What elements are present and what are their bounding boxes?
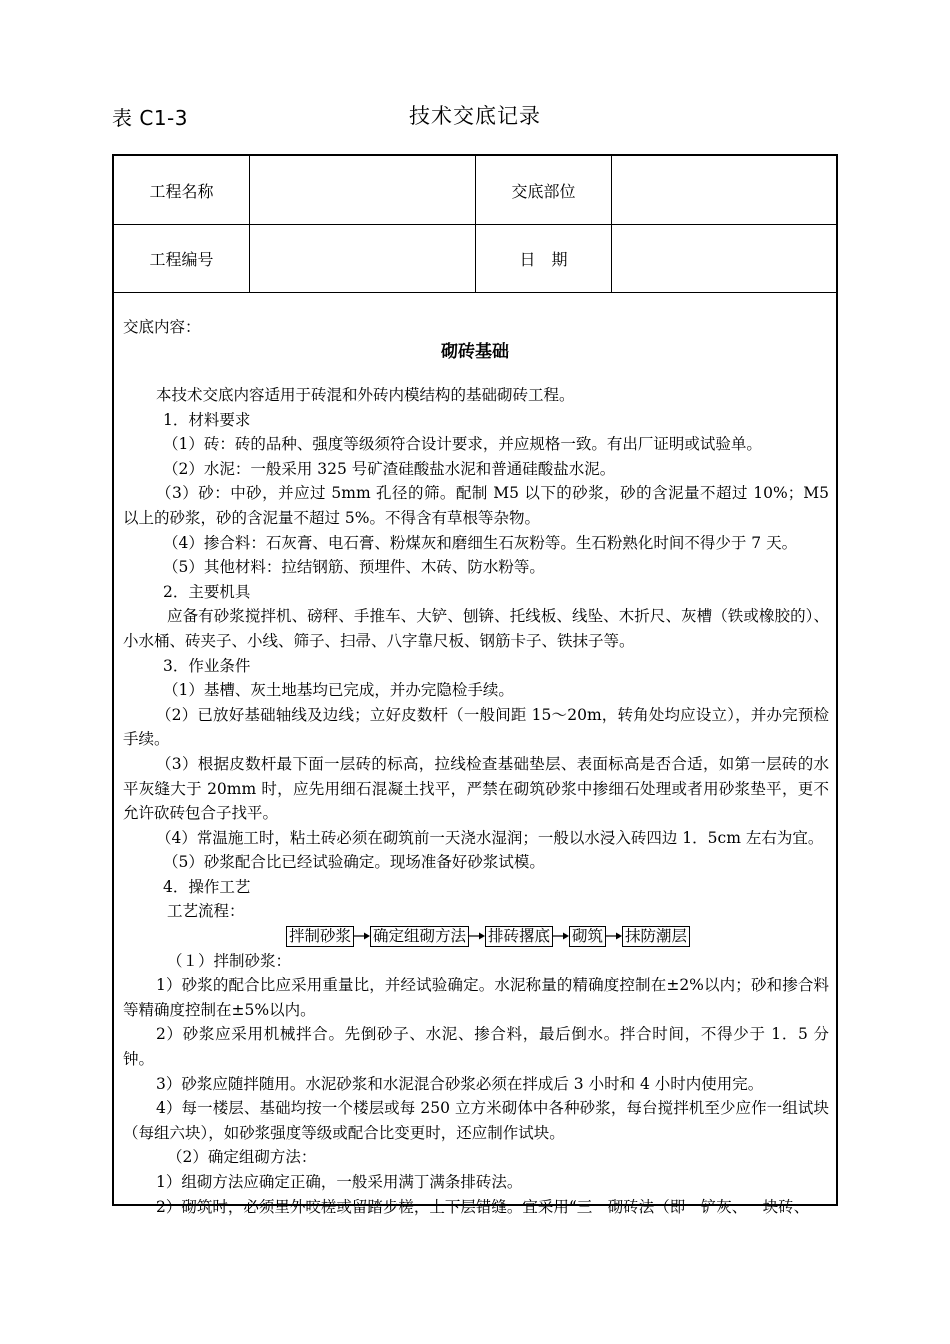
arrow-right-icon xyxy=(553,930,569,942)
heading-tools: 2．主要机具 xyxy=(163,582,251,601)
heading-conditions: 3．作业条件 xyxy=(163,656,251,675)
project-name-field[interactable] xyxy=(250,156,476,224)
paragraph: 2）砂浆应采用机械拌合。先倒砂子、水泥、掺合料，最后倒水。拌合时间，不得少于 1．5 分钟。 xyxy=(123,1025,829,1069)
heading-operation: 4．操作工艺 xyxy=(163,877,251,896)
paragraph: （5）砂浆配合比已经试验确定。现场准备好砂浆试模。 xyxy=(163,853,545,872)
paragraph: （4）掺合料：石灰膏、电石膏、粉煤灰和磨细生石灰粉等。生石粉熟化时间不得少于 7 天。 xyxy=(163,533,798,552)
project-name-label: 工程名称 xyxy=(114,156,250,224)
section-title: 砌砖基础 xyxy=(441,342,509,362)
project-number-label: 工程编号 xyxy=(114,224,250,292)
sub-heading-mix-mortar: （１）拌制砂浆： xyxy=(167,951,292,970)
form-code: 表 C1-3 xyxy=(112,106,188,130)
flow-step-masonry: 砌筑 xyxy=(569,926,606,947)
date-field[interactable] xyxy=(612,224,836,292)
page-header xyxy=(112,100,838,134)
flow-step-lay-bottom: 排砖撂底 xyxy=(485,926,553,947)
flow-step-damp-proof: 抹防潮层 xyxy=(622,926,690,947)
project-number-field[interactable] xyxy=(250,224,476,292)
sub-heading-bond-method: （2）确定组砌方法： xyxy=(167,1148,317,1167)
paragraph: （1）砖：砖的品种、强度等级须符合设计要求，并应规格一致。有出厂证明或试验单。 xyxy=(163,435,762,454)
date-label: 日 期 xyxy=(476,224,612,292)
paragraph: （2）已放好基础轴线及边线；立好皮数杆（一般间距 15～20m，转角处均应设立），并办完预检手续。 xyxy=(123,705,829,749)
heading-materials: 1．材料要求 xyxy=(163,410,251,429)
paragraph: 4）每一楼层、基础均按一个楼层或每 250 立方米砌体中各种砂浆，每台搅拌机至少应作一组试块（每组六块），如砂浆强度等级或配合比变更时，还应制作试块。 xyxy=(123,1099,829,1142)
disclosure-content xyxy=(114,293,836,1216)
process-flow-label: 工艺流程： xyxy=(167,902,245,921)
paragraph: 3）砂浆应随拌随用。水泥砂浆和水泥混合砂浆必须在拌成后 3 小时和 4 小时内使用完。 xyxy=(156,1074,764,1093)
paragraph: 2）砌筑时，必须里外咬槎或留踏步槎，上下层错缝。宜采用“三一砌砖法（即一铲灰、一块砖、 xyxy=(156,1197,810,1216)
paragraph: （4）常温施工时，粘土砖必须在砌筑前一天浇水湿润；一般以水浸入砖四边 1．5cm 左右为宜。 xyxy=(156,828,824,847)
paragraph: （5）其他材料：拉结钢筋、预埋件、木砖、防水粉等。 xyxy=(163,558,545,577)
paragraph: （1）基槽、灰土地基均已完成，并办完隐检手续。 xyxy=(163,681,514,700)
arrow-right-icon xyxy=(606,930,622,942)
disclosure-part-label: 交底部位 xyxy=(476,156,612,224)
arrow-right-icon xyxy=(354,930,370,942)
paragraph: 1）砂浆的配合比应采用重量比，并经试验确定。水泥称量的精确度控制在±2%以内；砂和掺合料等精确度控制在±5%以内。 xyxy=(123,976,829,1019)
arrow-right-icon xyxy=(469,930,485,942)
content-label: 交底内容： xyxy=(123,318,201,336)
record-sheet xyxy=(112,154,838,1216)
paragraph: 本技术交底内容适用于砖混和外砖内模结构的基础砌砖工程。 xyxy=(156,386,575,404)
paragraph: 应备有砂浆搅拌机、磅秤、手推车、大铲、刨锛、托线板、线坠、木折尺、灰槽（铁或橡胶的）、小水桶、砖夹子、小线、筛子、扫帚、八字靠尺板、钢筋卡子、铁抹子等。 xyxy=(123,607,829,650)
paragraph: （3）根据皮数杆最下面一层砖的标高，拉线检查基础垫层、表面标高是否合适，如第一层砖的水平灰缝大于 20mm 时，应先用细石混凝土找平，严禁在砌筑砂浆中掺细石处理或者用砂浆垫平，更不允许砍砖包合子找平。 xyxy=(123,754,829,823)
paragraph: 1）组砌方法应确定正确，一般采用满丁满条排砖法。 xyxy=(156,1173,523,1191)
process-flow-diagram xyxy=(123,924,829,949)
paragraph: （2）水泥：一般采用 325 号矿渣硅酸盐水泥和普通硅酸盐水泥。 xyxy=(163,459,616,478)
document-title: 技术交底记录 xyxy=(409,104,541,128)
info-row-2 xyxy=(114,224,836,293)
paragraph: （3）砂：中砂，并应过 5mm 孔径的筛。配制 M5 以下的砂浆，砂的含泥量不超过 10%；M5 以上的砂浆，砂的含泥量不超过 5%。不得含有草根等杂物。 xyxy=(123,484,829,527)
flow-step-mix-mortar: 拌制砂浆 xyxy=(286,926,354,947)
flow-step-bond-method: 确定组砌方法 xyxy=(370,926,469,947)
content-body xyxy=(123,383,829,1219)
disclosure-part-field[interactable] xyxy=(612,156,836,224)
info-row-1 xyxy=(114,156,836,225)
